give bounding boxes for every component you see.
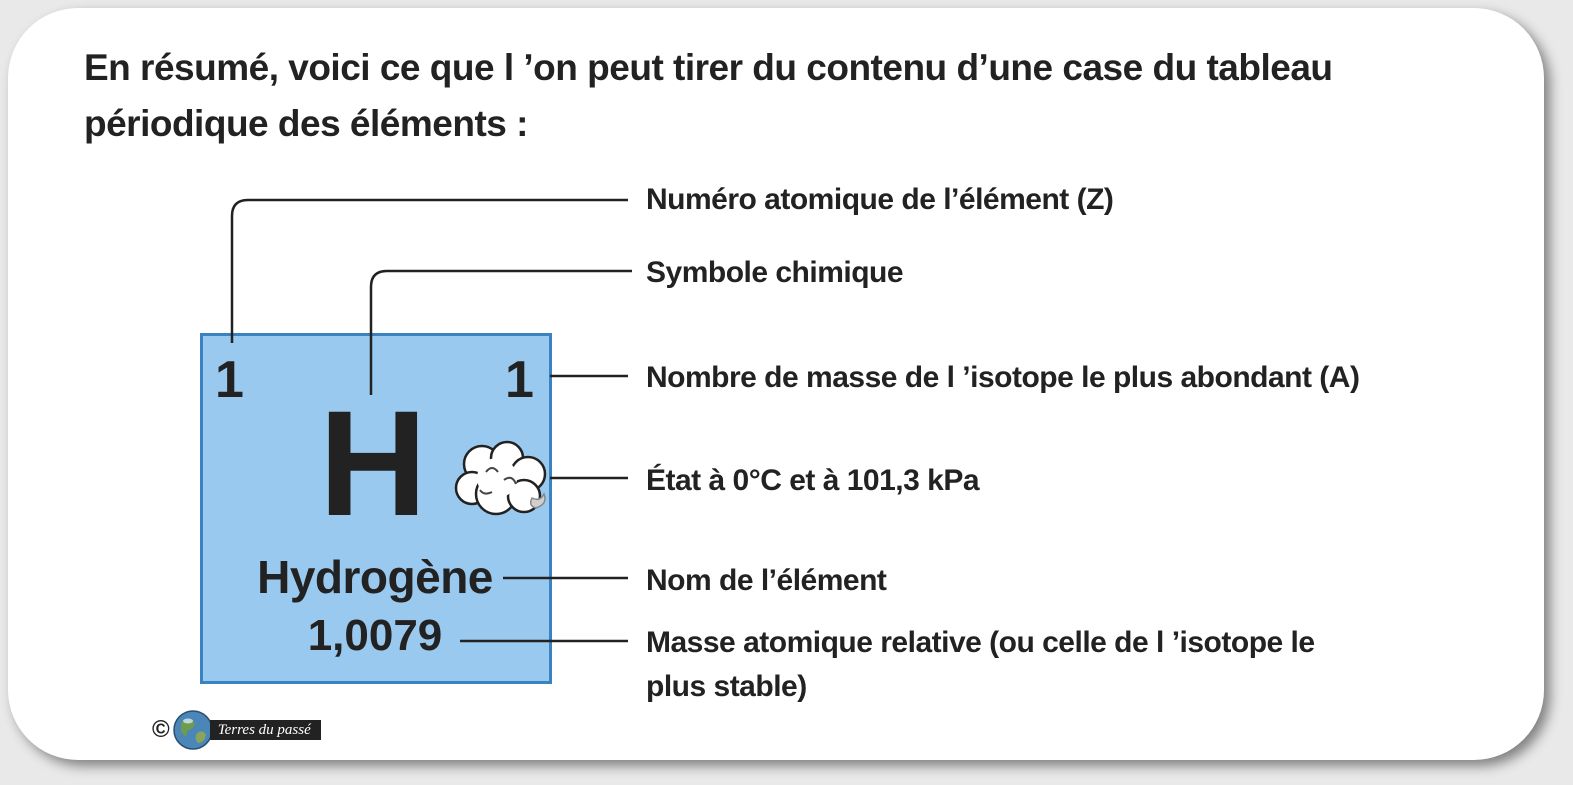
atomic-mass: 1,0079 — [307, 611, 443, 660]
label-state: État à 0°C et à 101,3 kPa — [646, 464, 980, 497]
brand-name: Terres du passé — [210, 720, 321, 740]
element-name: Hydrogène — [257, 551, 493, 603]
mass-number: 1 — [505, 351, 534, 409]
element-symbol: H — [318, 379, 428, 547]
label-element-name: Nom de l’élément — [646, 564, 887, 597]
intro-text: En résumé, voici ce que l ’on peut tirer du contenu d’une case du tableau périodique des éléments : — [84, 47, 1333, 144]
label-atomic-mass: Masse atomique relative (ou celle de l ’isotope le plus stable) — [646, 626, 1315, 703]
copyright-symbol: © — [152, 716, 170, 743]
credit — [152, 708, 321, 752]
label-atomic-number: Numéro atomique de l’élément (Z) — [646, 183, 1114, 216]
label-symbol: Symbole chimique — [646, 256, 904, 289]
label-mass-number: Nombre de masse de l ’isotope le plus abondant (A) — [646, 361, 1360, 394]
atomic-number: 1 — [215, 351, 244, 409]
globe-icon — [172, 709, 214, 751]
